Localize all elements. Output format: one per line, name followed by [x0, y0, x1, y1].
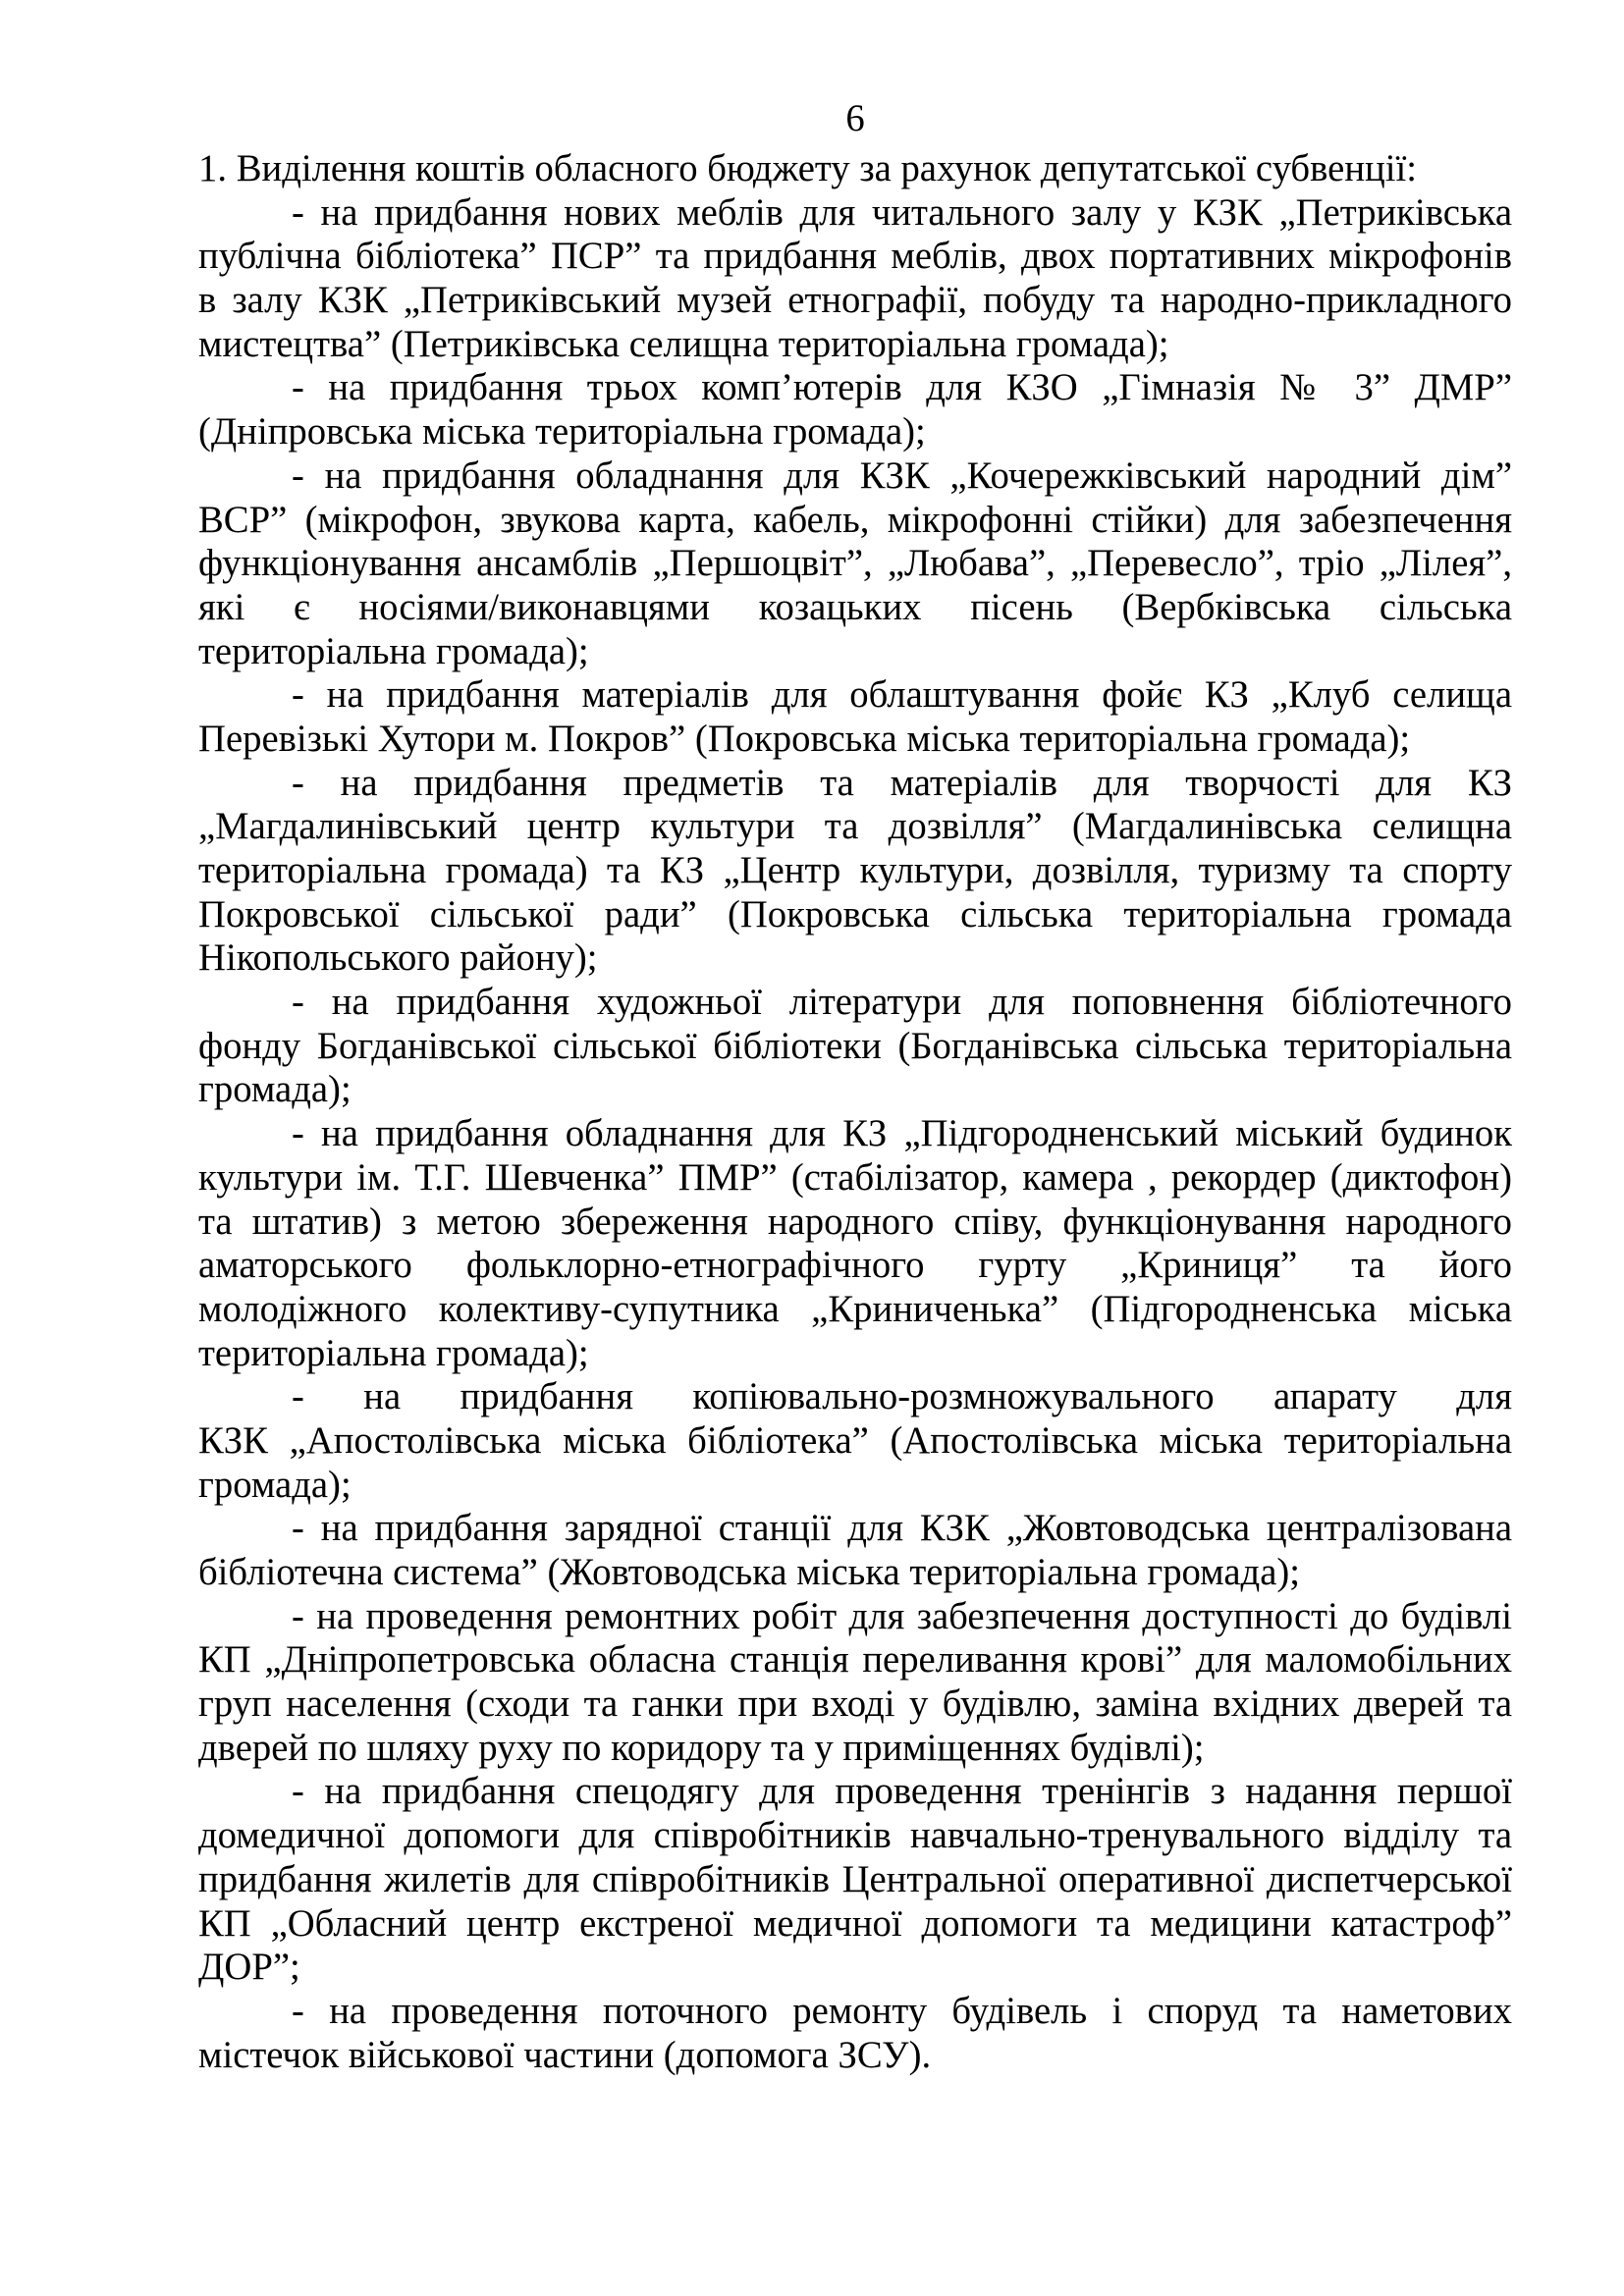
allocation-item-line: та штатив) з метою збереження народного співу, функціонування народного — [198, 1201, 1512, 1243]
allocation-item-line: громада); — [198, 1464, 352, 1506]
allocation-item — [198, 191, 1512, 367]
allocation-item — [198, 1770, 1512, 1989]
allocation-item-line: КП „Дніпропетровська обласна станція переливання крові” для маломобільних — [198, 1639, 1512, 1682]
allocation-item-line: громада); — [198, 1069, 352, 1111]
allocation-item-first-line: - на проведення поточного ремонту будівель і споруд та наметових — [292, 1990, 1512, 2032]
allocation-item-line: придбання жилетів для співробітників Центральної оперативної диспетчерської — [198, 1858, 1512, 1900]
allocation-item-line: територіальна громада) та КЗ „Центр культури, дозвілля, туризму та спорту — [198, 850, 1512, 891]
allocation-item-first-line: - на придбання обладнання для КЗ „Підгородненський міський будинок — [292, 1113, 1512, 1155]
allocation-item — [198, 1112, 1512, 1375]
document-body — [198, 147, 1512, 2077]
allocation-item-line: домедичної допомоги для співробітників навчально-тренувального відділу та — [198, 1815, 1512, 1857]
allocation-item-line: груп населення (сходи та ганки при вході у будівлю, заміна вхідних дверей та — [198, 1683, 1512, 1726]
allocation-item — [198, 1375, 1512, 1507]
allocation-item-line: містечок військової частини (допомога ЗСУ). — [198, 2034, 932, 2076]
allocation-item-first-line: - на придбання спецодягу для проведення тренінгів з надання першої — [292, 1771, 1512, 1813]
allocation-item-line: функціонування ансамблів „Першоцвіт”, „Любава”, „Перевесло”, тріо „Лілея”, — [198, 543, 1512, 585]
allocation-item-line: в залу КЗК „Петриківський музей етнографії, побуду та народно-прикладного — [198, 280, 1512, 322]
allocation-item-line: „Магдалинівський центр культури та дозвілля” (Магдалинівська селищна — [198, 806, 1512, 848]
allocation-item-line: Перевізькі Хутори м. Покров” (Покровська міська територіальна громада); — [198, 718, 1411, 760]
allocation-item — [198, 1990, 1512, 2077]
allocation-item — [198, 762, 1512, 981]
allocation-item-line: територіальна громада); — [198, 630, 589, 672]
allocation-item-line: які є носіями/виконавцями козацьких пісень (Вербківська сільська — [198, 586, 1512, 628]
allocation-item-first-line: - на придбання матеріалів для облаштування фойє КЗ „Клуб селища — [292, 674, 1512, 717]
allocation-item — [198, 1507, 1512, 1594]
allocation-item-first-line: - на придбання копіювально-розмножувального апарату для — [292, 1376, 1512, 1418]
allocation-item — [198, 1595, 1512, 1771]
allocation-item-line: мистецтва” (Петриківська селищна територіальна громада); — [198, 323, 1169, 365]
allocation-item-line: культури ім. Т.Г. Шевченка” ПМР” (стабілізатор, камера , рекордер (диктофон) — [198, 1156, 1512, 1199]
allocation-item-line: ДОР”; — [198, 1947, 300, 1989]
allocation-item-first-line: - на придбання зарядної станції для КЗК „Жовтоводська централізована — [292, 1508, 1512, 1550]
allocation-item-line: аматорського фольклорно-етнографічного гурту „Криниця” та його — [198, 1245, 1512, 1287]
allocation-item-line: КП „Обласний центр екстреної медичної допомоги та медицини катастроф” — [198, 1902, 1512, 1945]
allocation-item-line: (Дніпровська міська територіальна громада); — [198, 411, 926, 454]
allocation-item-line: ВСР” (мікрофон, звукова карта, кабель, мікрофонні стійки) для забезпечення — [198, 499, 1512, 541]
allocation-item-line: публічна бібліотека” ПСР” та придбання меблів, двох портативних мікрофонів — [198, 236, 1512, 278]
section-heading: 1. Виділення коштів обласного бюджету за рахунок депутатської субвенції: — [198, 148, 1417, 189]
allocation-item-first-line: - на придбання художньої літератури для поповнення бібліотечного — [292, 982, 1512, 1024]
allocation-item-line: територіальна громада); — [198, 1332, 589, 1374]
allocation-item-line: дверей по шляху руху по коридору та у приміщеннях будівлі); — [198, 1727, 1205, 1769]
allocation-item-first-line: - на придбання нових меблів для читального залу у КЗК „Петриківська — [292, 191, 1512, 234]
allocation-item-line: бібліотечна система” (Жовтоводська міська територіальна громада); — [198, 1552, 1301, 1593]
allocation-item-first-line: - на придбання предметів та матеріалів для творчості для КЗ — [292, 762, 1512, 804]
allocation-item-line: Покровської сільської ради” (Покровська сільська територіальна громада — [198, 893, 1512, 935]
allocation-item-line: КЗК „Апостолівська міська бібліотека” (Апостолівська міська територіальна — [198, 1419, 1512, 1462]
allocation-item — [198, 673, 1512, 761]
allocation-list — [198, 191, 1512, 2078]
allocation-item-first-line: - на придбання трьох комп’ютерів для КЗО „Гімназія № 3” ДМР” — [292, 367, 1512, 409]
allocation-item — [198, 366, 1512, 454]
allocation-item-first-line: - на придбання обладнання для КЗК „Кочережківський народний дім” — [292, 454, 1512, 497]
allocation-item — [198, 454, 1512, 673]
allocation-item-line: Нікопольського району); — [198, 937, 598, 980]
allocation-item — [198, 981, 1512, 1112]
allocation-item-line: фонду Богданівської сільської бібліотеки (Богданівська сільська територіальна — [198, 1025, 1512, 1067]
page-number: 6 — [845, 98, 865, 139]
allocation-item-line: молодіжного колективу-супутника „Криниченька” (Підгородненська міська — [198, 1288, 1512, 1330]
allocation-item-first-line: - на проведення ремонтних робіт для забезпечення доступності до будівлі — [292, 1595, 1512, 1637]
